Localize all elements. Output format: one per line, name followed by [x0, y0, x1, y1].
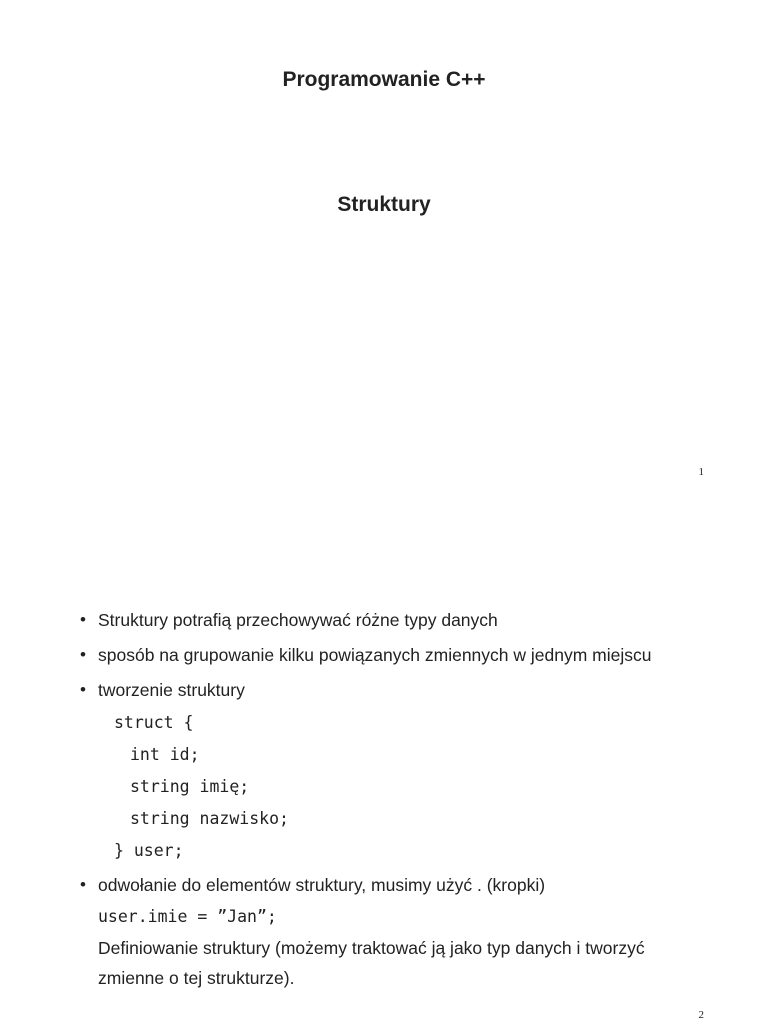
bullet-text: odwołanie do elementów struktury, musimy użyć . (kropki) [98, 875, 546, 895]
bullet-text: Struktury potrafią przechowywać różne typy danych [98, 610, 498, 630]
bullet-dot-icon: • [80, 645, 86, 664]
page-2-content [80, 606, 700, 993]
code-line: } user; [114, 841, 184, 860]
definition-paragraph: Definiowanie struktury (możemy traktować ją jako typ danych i tworzyć zmienne o tej strukturze). [98, 938, 645, 988]
bullet-item [80, 606, 700, 634]
bullet-dot-icon: • [80, 875, 86, 894]
bullet-text: sposób na grupowanie kilku powiązanych zmiennych w jednym miejscu [98, 645, 652, 665]
page-number-2: 2 [698, 1009, 704, 1021]
bullet-dot-icon: • [80, 610, 86, 629]
code-line: struct { [114, 713, 194, 732]
document-title: Programowanie C++ [282, 68, 486, 91]
code-line: string nazwisko; [130, 809, 289, 828]
code-example: user.imie = ”Jan”; [98, 907, 277, 926]
code-line: int id; [130, 745, 200, 764]
section-title: Struktury [337, 193, 431, 216]
code-line: string imię; [130, 777, 250, 796]
bullet-text: tworzenie struktury [98, 680, 245, 700]
bullet-continuation [80, 902, 700, 993]
bullet-item [80, 641, 700, 669]
bullet-dot-icon: • [80, 680, 86, 699]
bullet-item [80, 676, 700, 704]
page-number-1: 1 [698, 466, 704, 478]
bullet-item [80, 871, 700, 899]
struct-code-block [114, 707, 700, 867]
